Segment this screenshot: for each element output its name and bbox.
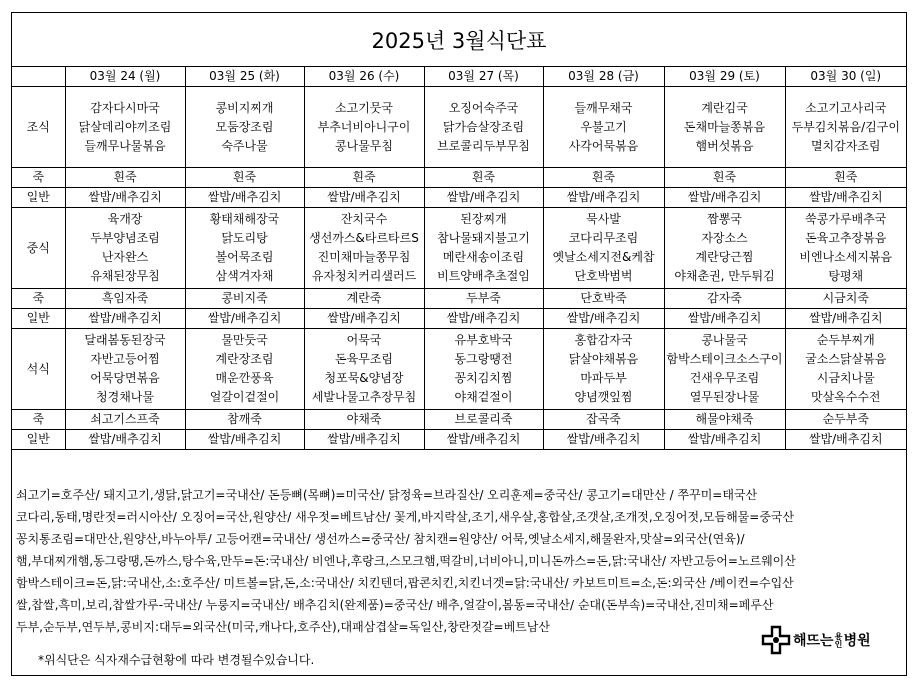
breakfast-porridge-row-cell: 흰죽 bbox=[65, 168, 185, 188]
dish: 얼갈이겉절이 bbox=[209, 390, 280, 404]
day-header: 03월 26 (수) bbox=[304, 67, 424, 87]
origin-note-line: 코다리,동태,명란젓=러시아산/ 오징어=국산,원양산/ 새우젓=베트남산/ 꽃게,바지락살,조기,새우살,홍합살,조갯살,조개젓,오징어젓,모듬해물=중국산 bbox=[16, 510, 795, 524]
lunch-porridge-row-cell: 두부죽 bbox=[424, 289, 543, 309]
origin-note-line: 두부,순두부,연두부,콩비지:대두=외국산(미국,캐나다,호주산),대패삼겹살=독일산,창란젓갈=베트남산 bbox=[16, 620, 550, 634]
dish: 멸치감자조림 bbox=[810, 138, 881, 153]
lunch-general-row-cell: 쌀밥/배추김치 bbox=[664, 309, 785, 329]
dinner-porridge-row-cell: 해물야채죽 bbox=[664, 410, 785, 430]
dish: 비엔나소세지볶음 bbox=[799, 250, 893, 264]
origin-notes bbox=[12, 484, 906, 638]
dinner-general-row-cell: 쌀밥/배추김치 bbox=[785, 430, 906, 450]
dinner-general-row-cell: 쌀밥/배추김치 bbox=[185, 430, 304, 450]
dish: 유채된장무침 bbox=[90, 269, 160, 283]
breakfast-porridge-row-cell: 흰죽 bbox=[424, 168, 543, 188]
dish: 닭가슴살장조림 bbox=[442, 119, 525, 134]
dish: 삼색겨자채 bbox=[215, 269, 274, 283]
dinner-porridge-row-cell: 순두부죽 bbox=[785, 410, 906, 430]
breakfast-general-row-label: 일반 bbox=[12, 188, 65, 208]
lunch-row-cell bbox=[785, 208, 906, 289]
breakfast-porridge-row-cell: 흰죽 bbox=[185, 168, 304, 188]
dish: 건새우무조림 bbox=[689, 371, 760, 385]
dish: 두부양념조림 bbox=[90, 231, 160, 245]
dish: 진미채마늘쫑무침 bbox=[317, 250, 411, 264]
lunch-row-cell bbox=[185, 208, 304, 289]
lunch-row-cell bbox=[424, 208, 543, 289]
dish: 물만둣국 bbox=[221, 333, 268, 347]
dish: 옛날소세지전&케찹 bbox=[552, 250, 655, 264]
dish: 잔치국수 bbox=[340, 212, 388, 226]
breakfast-porridge-row-cell: 흰죽 bbox=[785, 168, 906, 188]
breakfast-row-cell bbox=[543, 87, 664, 168]
dinner-porridge-row-cell: 야채죽 bbox=[304, 410, 424, 430]
dish: 야채춘권, 만두튀김 bbox=[674, 269, 775, 283]
breakfast-row-label: 조식 bbox=[12, 87, 65, 168]
menu-change-footnote: *위식단은 식자재수급현황에 따라 변경될수있습니다. bbox=[38, 653, 315, 667]
dish: 청경채나물 bbox=[96, 390, 154, 404]
day-header: 03월 29 (토) bbox=[664, 67, 785, 87]
origin-note-line: 함박스테이크=돈,닭:국내산,소:호주산/ 미트볼=닭,돈,소:국내산/ 치킨텐더,팝콘치킨,치킨너겟=닭:국내산/ 카보트미트=소,돈:외국산 /베이컨=수입산 bbox=[16, 576, 794, 590]
hospital-name: 해뜨는용 인병원 bbox=[793, 632, 871, 649]
dish: 브로콜리두부무침 bbox=[437, 138, 530, 153]
dish: 자장소스 bbox=[701, 231, 748, 245]
dish: 맛살옥수수전 bbox=[810, 390, 881, 404]
dish: 돈육무조림 bbox=[335, 352, 393, 366]
breakfast-general-row-cell: 쌀밥/배추김치 bbox=[185, 188, 304, 208]
dish: 콩나물국 bbox=[701, 333, 748, 347]
breakfast-porridge-row-label: 죽 bbox=[12, 168, 65, 188]
dish: 탕평채 bbox=[828, 269, 864, 283]
dinner-general-row-cell: 쌀밥/배추김치 bbox=[664, 430, 785, 450]
dish: 계란김국 bbox=[701, 100, 748, 115]
dish: 햄버섯볶음 bbox=[695, 138, 754, 153]
dinner-general-row-label: 일반 bbox=[12, 430, 65, 450]
dish: 우불고기 bbox=[580, 119, 627, 134]
dinner-row-cell bbox=[65, 329, 185, 410]
dinner-row-cell bbox=[304, 329, 424, 410]
day-header: 03월 25 (화) bbox=[185, 67, 304, 87]
lunch-general-row-cell: 쌀밥/배추김치 bbox=[424, 309, 543, 329]
dish: 달래봄동된장국 bbox=[84, 333, 166, 347]
dish: 오징어숙주국 bbox=[448, 100, 519, 115]
lunch-row-cell bbox=[304, 208, 424, 289]
dish: 비트양배추초절임 bbox=[437, 269, 530, 283]
header-corner bbox=[12, 67, 65, 87]
breakfast-row-cell bbox=[185, 87, 304, 168]
dish: 세발나물고추장무침 bbox=[311, 390, 417, 404]
dish: 야채겉절이 bbox=[454, 390, 513, 404]
dinner-row-cell bbox=[785, 329, 906, 410]
dish: 참나물돼지불고기 bbox=[437, 231, 530, 245]
breakfast-general-row-cell: 쌀밥/배추김치 bbox=[304, 188, 424, 208]
dinner-porridge-row-label: 죽 bbox=[12, 410, 65, 430]
dish: 유자청치커리샐러드 bbox=[311, 269, 417, 283]
weekly-menu-table bbox=[12, 67, 906, 450]
dish: 꽁치김치찜 bbox=[454, 371, 513, 385]
dinner-porridge-row-cell: 쇠고기스프죽 bbox=[65, 410, 185, 430]
dish: 열무된장나물 bbox=[689, 390, 760, 404]
dish: 숙주나물 bbox=[221, 138, 268, 153]
lunch-porridge-row-label: 죽 bbox=[12, 289, 65, 309]
dinner-porridge-row-cell: 참깨죽 bbox=[185, 410, 304, 430]
lunch-porridge-row-cell: 계란죽 bbox=[304, 289, 424, 309]
dinner-general-row-cell: 쌀밥/배추김치 bbox=[304, 430, 424, 450]
dish: 생선까스&타르타르S bbox=[309, 231, 419, 245]
dish: 양념깻잎찜 bbox=[574, 390, 633, 404]
lunch-general-row-cell: 쌀밥/배추김치 bbox=[543, 309, 664, 329]
dish: 닭살야채볶음 bbox=[568, 352, 639, 366]
lunch-porridge-row-cell: 흑임자죽 bbox=[65, 289, 185, 309]
dish: 어묵국 bbox=[346, 333, 382, 347]
dish: 묵사발 bbox=[586, 212, 621, 226]
dish: 함박스테이크소스구이 bbox=[666, 352, 783, 366]
lunch-porridge-row-cell: 단호박죽 bbox=[543, 289, 664, 309]
dish: 계란당근찜 bbox=[695, 250, 754, 264]
dish: 짬뽕국 bbox=[707, 212, 742, 226]
dish: 된장찌개 bbox=[460, 212, 507, 226]
lunch-general-row-cell: 쌀밥/배추김치 bbox=[65, 309, 185, 329]
dish: 어묵당면볶음 bbox=[90, 371, 160, 385]
breakfast-row-cell bbox=[664, 87, 785, 168]
dish: 사각어묵볶음 bbox=[568, 138, 639, 153]
lunch-porridge-row-cell: 감자죽 bbox=[664, 289, 785, 309]
origin-note-line: 햄,부대찌개햄,동그랑땡,돈까스,탕수육,만두=돈:국내산/ 비엔나,후랑크,스모크햄,떡갈비,너비아니,미니돈까스=돈,닭:국내산/ 자반고등어=노르웨이산 bbox=[16, 554, 796, 568]
day-header: 03월 30 (일) bbox=[785, 67, 906, 87]
dinner-row-cell bbox=[664, 329, 785, 410]
lunch-row-label: 중식 bbox=[12, 208, 65, 289]
lunch-porridge-row-cell: 콩비지죽 bbox=[185, 289, 304, 309]
dish: 돈육고추장볶음 bbox=[805, 231, 887, 245]
breakfast-porridge-row-cell: 흰죽 bbox=[304, 168, 424, 188]
breakfast-general-row-cell: 쌀밥/배추김치 bbox=[664, 188, 785, 208]
dish: 메란새송이조림 bbox=[442, 250, 525, 264]
dish: 들깨무채국 bbox=[574, 100, 633, 115]
dish: 굴소스닭살볶음 bbox=[805, 352, 887, 366]
dish: 마파두부 bbox=[580, 371, 627, 385]
dish: 홍합감자국 bbox=[574, 333, 633, 347]
lunch-general-row-cell: 쌀밥/배추김치 bbox=[785, 309, 906, 329]
day-header: 03월 24 (월) bbox=[65, 67, 185, 87]
dish: 매운깐풍육 bbox=[215, 371, 274, 385]
dish: 시금치나물 bbox=[816, 371, 875, 385]
dish: 코다리무조림 bbox=[568, 231, 639, 245]
breakfast-row-cell bbox=[304, 87, 424, 168]
breakfast-row-cell bbox=[785, 87, 906, 168]
day-header: 03월 27 (목) bbox=[424, 67, 543, 87]
dish: 계란장조림 bbox=[215, 352, 274, 366]
breakfast-porridge-row-cell: 흰죽 bbox=[664, 168, 785, 188]
dinner-porridge-row-cell: 잡곡죽 bbox=[543, 410, 664, 430]
dish: 부추너비아니구이 bbox=[317, 119, 411, 134]
dish: 단호박범벅 bbox=[574, 269, 633, 283]
dish: 난자완스 bbox=[101, 250, 149, 264]
origin-note-line: 쇠고기=호주산/ 돼지고기,생닭,닭고기=국내산/ 돈등뼈(목뼈)=미국산/ 닭정육=브라질산/ 오리훈제=중국산/ 콩고기=대만산 / 쭈꾸미=태국산 bbox=[16, 488, 758, 502]
lunch-general-row-label: 일반 bbox=[12, 309, 65, 329]
dinner-row-cell bbox=[185, 329, 304, 410]
dish: 볼어묵조림 bbox=[215, 250, 274, 264]
dish: 쑥콩가루배추국 bbox=[805, 212, 887, 226]
dish: 닭살데리야끼조림 bbox=[78, 119, 172, 134]
dinner-porridge-row-cell: 브로콜리죽 bbox=[424, 410, 543, 430]
dish: 자반고등어찜 bbox=[90, 352, 160, 366]
dinner-general-row-cell: 쌀밥/배추김치 bbox=[65, 430, 185, 450]
breakfast-general-row-cell: 쌀밥/배추김치 bbox=[65, 188, 185, 208]
menu-sheet bbox=[11, 12, 907, 676]
dish: 소고기고사리국 bbox=[805, 100, 887, 115]
lunch-row-cell bbox=[65, 208, 185, 289]
breakfast-porridge-row-cell: 흰죽 bbox=[543, 168, 664, 188]
lunch-row-cell bbox=[543, 208, 664, 289]
dinner-general-row-cell: 쌀밥/배추김치 bbox=[424, 430, 543, 450]
breakfast-general-row-cell: 쌀밥/배추김치 bbox=[785, 188, 906, 208]
dish: 순두부찌개 bbox=[816, 333, 875, 347]
dish: 모둠장조림 bbox=[215, 119, 274, 134]
dish: 동그랑땡전 bbox=[454, 352, 513, 366]
origin-note-line: 쌀,찹쌀,흑미,보리,찹쌀가루-국내산/ 누룽지=국내산/ 배추김치(완제품)=중국산/ 배추,얼갈이,봄동=국내산/ 순대(돈부속)=국내산,진미채=페루산 bbox=[16, 598, 774, 612]
breakfast-general-row-cell: 쌀밥/배추김치 bbox=[424, 188, 543, 208]
dish: 돈채마늘쫑볶음 bbox=[683, 119, 766, 134]
hospital-cross-icon bbox=[761, 625, 791, 655]
dish: 청포묵&양념장 bbox=[324, 371, 404, 385]
dish: 콩비지찌개 bbox=[215, 100, 274, 115]
day-header: 03월 28 (금) bbox=[543, 67, 664, 87]
dinner-row-cell bbox=[424, 329, 543, 410]
breakfast-general-row-cell: 쌀밥/배추김치 bbox=[543, 188, 664, 208]
breakfast-row-cell bbox=[65, 87, 185, 168]
breakfast-row-cell bbox=[424, 87, 543, 168]
dish: 두부김치볶음/김구이 bbox=[791, 119, 900, 134]
lunch-general-row-cell: 쌀밥/배추김치 bbox=[304, 309, 424, 329]
dish: 황태채해장국 bbox=[209, 212, 280, 226]
dinner-row-label: 석식 bbox=[12, 329, 65, 410]
dish: 소고기뭇국 bbox=[335, 100, 393, 115]
dish: 육개장 bbox=[107, 212, 143, 226]
dinner-general-row-cell: 쌀밥/배추김치 bbox=[543, 430, 664, 450]
dish: 감자다시마국 bbox=[90, 100, 160, 115]
dish: 들깨무나물볶음 bbox=[84, 138, 166, 153]
page-title: 2025년 3월식단표 bbox=[12, 13, 906, 67]
hospital-logo bbox=[761, 625, 871, 655]
origin-note-line: 꽁치통조림=대만산,원양산,바누아투/ 고등어캔=국내산/ 생선까스=중국산/ 참치캔=원양산/ 어묵,옛날소세지,해물완자,맛살=외국산(연육)/ bbox=[16, 532, 745, 546]
dinner-row-cell bbox=[543, 329, 664, 410]
dish: 콩나물무침 bbox=[335, 138, 393, 153]
lunch-porridge-row-cell: 시금치죽 bbox=[785, 289, 906, 309]
lunch-general-row-cell: 쌀밥/배추김치 bbox=[185, 309, 304, 329]
dish: 닭도리탕 bbox=[221, 231, 268, 245]
lunch-row-cell bbox=[664, 208, 785, 289]
dish: 유부호박국 bbox=[454, 333, 513, 347]
